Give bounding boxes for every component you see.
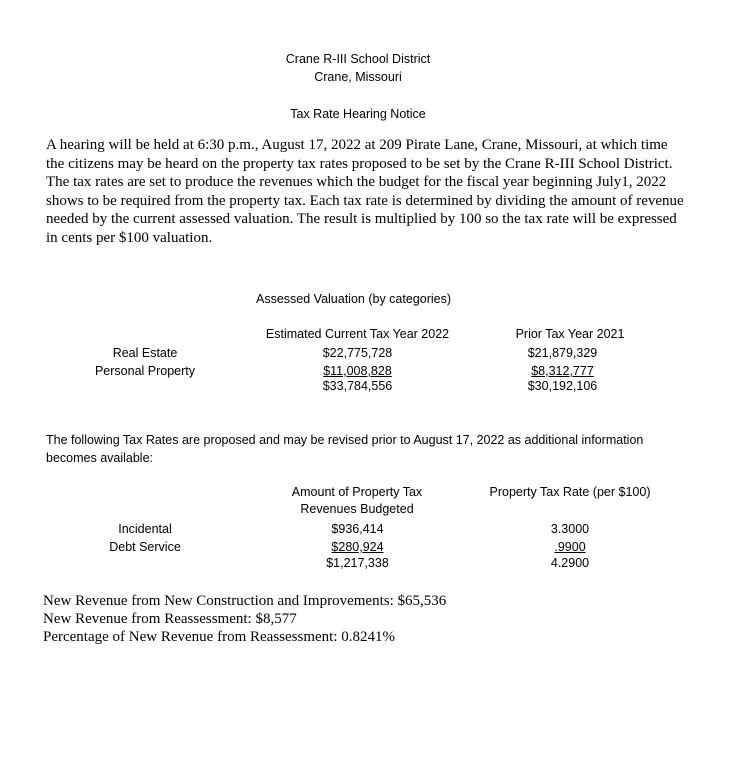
- hearing-paragraph: A hearing will be held at 6:30 p.m., August 17, 2022 at 209 Pirate Lane, Crane, Missouri, at which time the citizens may be heard on the property tax rates proposed to be set by the Crane R-III School District. The tax rates are set to produce the revenues which the budget for the fiscal year beginning July1, 2022 shows to be required from the property tax. Each tax rate is determined by dividing the amount of revenue needed by the current assessed valuation. The result is multiplied by 100 so the tax rate will be expressed in cents per $100 valuation.: [46, 137, 684, 246]
- new-revenue-reassessment: New Revenue from Reassessment: $8,577: [43, 611, 297, 627]
- col-header-amount-line1: Amount of Property Tax: [291, 485, 423, 499]
- row-label-incidental: Incidental: [118, 522, 172, 536]
- total-amount: $1,217,338: [326, 556, 389, 570]
- percentage-new-revenue: Percentage of New Revenue from Reassessment: 0.8241%: [43, 629, 395, 645]
- debt-service-amount: $280,924: [331, 540, 384, 554]
- debt-service-rate: .9900: [554, 540, 586, 554]
- total-prior: $30,192,106: [527, 379, 598, 393]
- assessed-valuation-title: Assessed Valuation (by categories): [256, 292, 452, 306]
- row-label-personal-property: Personal Property: [94, 364, 196, 378]
- new-revenue-construction: New Revenue from New Construction and Improvements: $65,536: [43, 593, 447, 609]
- row-label-debt-service: Debt Service: [109, 540, 181, 554]
- rates-intro: The following Tax Rates are proposed and may be revised prior to August 17, 2022 as additional information becomes available:: [46, 433, 644, 465]
- incidental-amount: $936,414: [331, 522, 384, 536]
- real-estate-current: $22,775,728: [322, 346, 393, 360]
- col-header-prior: Prior Tax Year 2021: [515, 327, 625, 341]
- total-current: $33,784,556: [322, 379, 393, 393]
- district-name: Crane R-III School District: [285, 52, 431, 66]
- row-label-real-estate: Real Estate: [112, 346, 178, 360]
- total-rate: 4.2900: [550, 556, 590, 570]
- personal-property-prior: $8,312,777: [531, 364, 594, 378]
- col-header-current: Estimated Current Tax Year 2022: [265, 327, 450, 341]
- col-header-amount-line2: Revenues Budgeted: [300, 502, 414, 516]
- col-header-rate: Property Tax Rate (per $100): [489, 485, 651, 499]
- incidental-rate: 3.3000: [550, 522, 590, 536]
- notice-title: Tax Rate Hearing Notice: [290, 107, 426, 121]
- real-estate-prior: $21,879,329: [527, 346, 598, 360]
- personal-property-current: $11,008,828: [323, 364, 392, 378]
- district-location: Crane, Missouri: [314, 70, 402, 84]
